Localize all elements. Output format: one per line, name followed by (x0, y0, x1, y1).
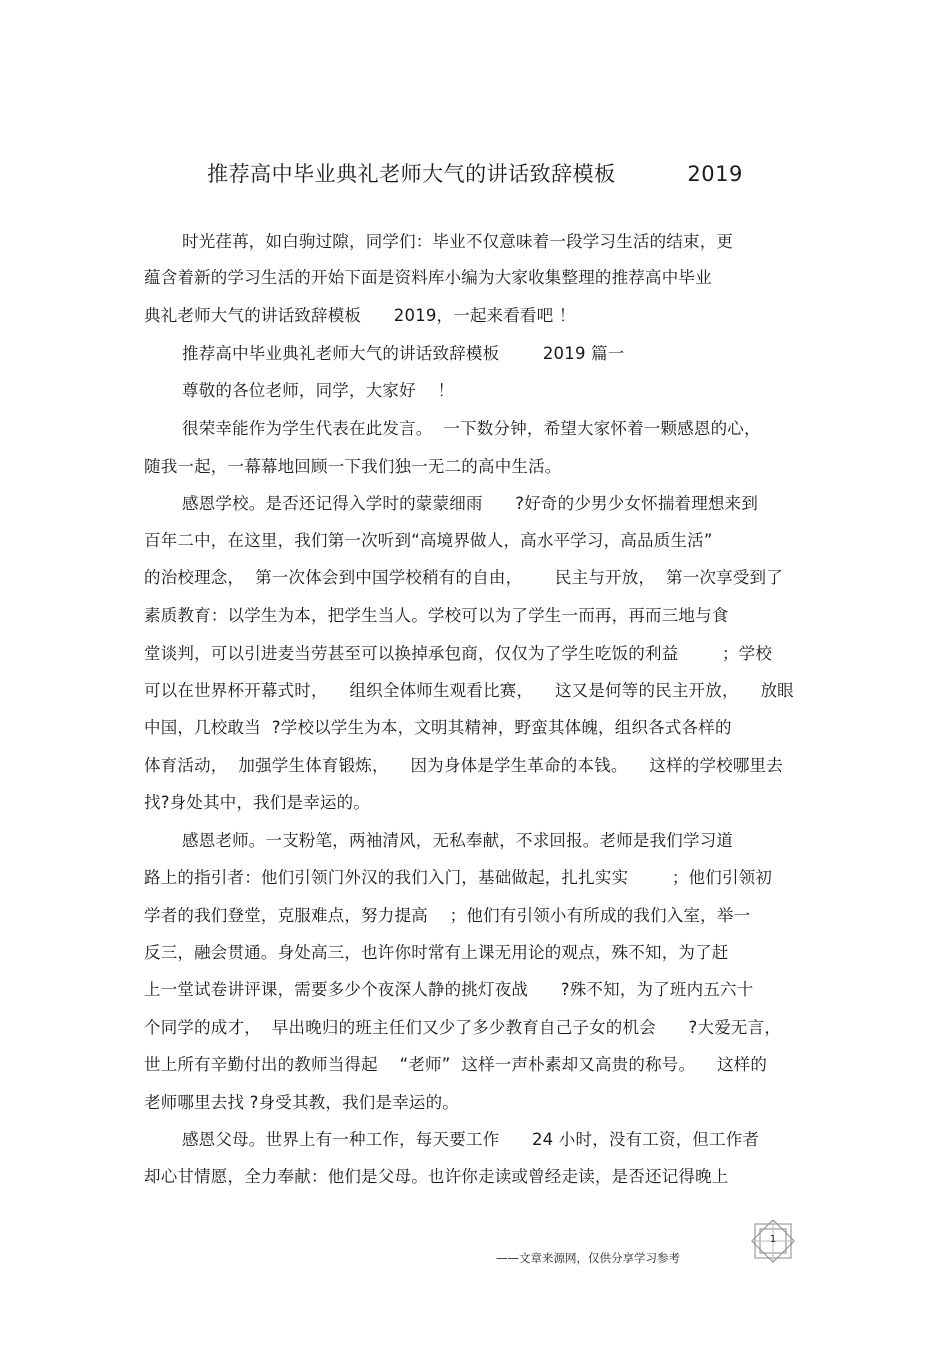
paragraph-line: 的治校理念， 第一次体会到中国学校稍有的自由， 民主与开放， 第一次享受到了 (144, 568, 783, 587)
paragraph-line: 世上所有辛勤付出的教师当得起 “老师” 这样一声朴素却又高贵的称号。 这样的 (144, 1055, 768, 1074)
paragraph-line: 学者的我们登堂，克服难点，努力提高 ；他们有引领小有所成的我们入室，举一 (144, 906, 751, 925)
paragraph-line: 时光荏苒，如白驹过隙，同学们：毕业不仅意味着一段学习生活的结束，更 (182, 232, 734, 251)
paragraph-line: 很荣幸能作为学生代表在此发言。 一下数分钟，希望大家怀着一颗感恩的心， (182, 419, 761, 438)
paragraph-line: 却心甘情愿，全力奉献：他们是父母。也许你走读或曾经走读，是否还记得晚上 (144, 1167, 729, 1186)
paragraph-line: 随我一起，一幕幕地回顾一下我们独一无二的高中生活。 (144, 457, 562, 476)
paragraph-line: 反三，融会贯通。身处高三，也许你时常有上课无用论的观点，殊不知，为了赶 (144, 943, 729, 962)
paragraph-line: 素质教育：以学生为本，把学生当人。学校可以为了学生一而再，再而三地与食 (144, 606, 729, 625)
salutation: 尊敬的各位老师，同学，大家好 ！ (182, 381, 455, 400)
paragraph-line: 堂谈判，可以引进麦当劳甚至可以换掉承包商，仅仅为了学生吃饭的利益 ；学校 (144, 644, 773, 663)
document-title: 推荐高中毕业典礼老师大气的讲话致辞模板 2019 (207, 162, 743, 186)
paragraph-line: 中国，几校敢当 ?学校以学生为本，文明其精神，野蛮其体魄，组织各式各样的 (144, 718, 732, 737)
paragraph-line: 感恩老师。一支粉笔，两袖清风，无私奉献，不求回报。老师是我们学习道 (182, 831, 734, 850)
paragraph-line: 蕴含着新的学习生活的开始下面是资料库小编为大家收集整理的推荐高中毕业 (144, 268, 712, 287)
paragraph-line: 个同学的成才， 早出晚归的班主任们又少了多少教育自己子女的机会 ?大爱无言， (144, 1018, 782, 1037)
paragraph-line: 百年二中，在这里，我们第一次听到“高境界做人，高水平学习，高品质生活” (144, 531, 713, 550)
paragraph-line: 路上的指引者：他们引领门外汉的我们入门，基础做起，扎扎实实 ；他们引领初 (144, 868, 773, 887)
page-number: 1 (769, 1234, 777, 1245)
paragraph-line: 上一堂试卷讲评课，需要多少个夜深人静的挑灯夜战 ?殊不知，为了班内五六十 (144, 980, 754, 999)
paragraph-line: 感恩学校。是否还记得入学时的蒙蒙细雨 ?好奇的少男少女怀揣着理想来到 (182, 494, 759, 513)
paragraph-line: 老师哪里去找 ?身受其教，我们是幸运的。 (144, 1093, 460, 1112)
paragraph-line: 体育活动， 加强学生体育锻炼， 因为身体是学生革命的本钱。 这样的学校哪里去 (144, 756, 783, 775)
paragraph-line: 感恩父母。世界上有一种工作，每天要工作 24 小时，没有工资，但工作者 (182, 1130, 760, 1149)
section-heading: 推荐高中毕业典礼老师大气的讲话致辞模板 2019 篇一 (182, 344, 625, 363)
paragraph-line: 可以在世界杯开幕式时， 组织全体师生观看比赛， 这又是何等的民主开放， 放眼 (144, 681, 794, 700)
footer-source-note: ——文章来源网，仅供分享学习参考 (496, 1251, 680, 1265)
paragraph-line: 典礼老师大气的讲话致辞模板 2019，一起来看看吧 ！ (144, 306, 576, 325)
paragraph-line: 找?身处其中，我们是幸运的。 (144, 793, 371, 812)
